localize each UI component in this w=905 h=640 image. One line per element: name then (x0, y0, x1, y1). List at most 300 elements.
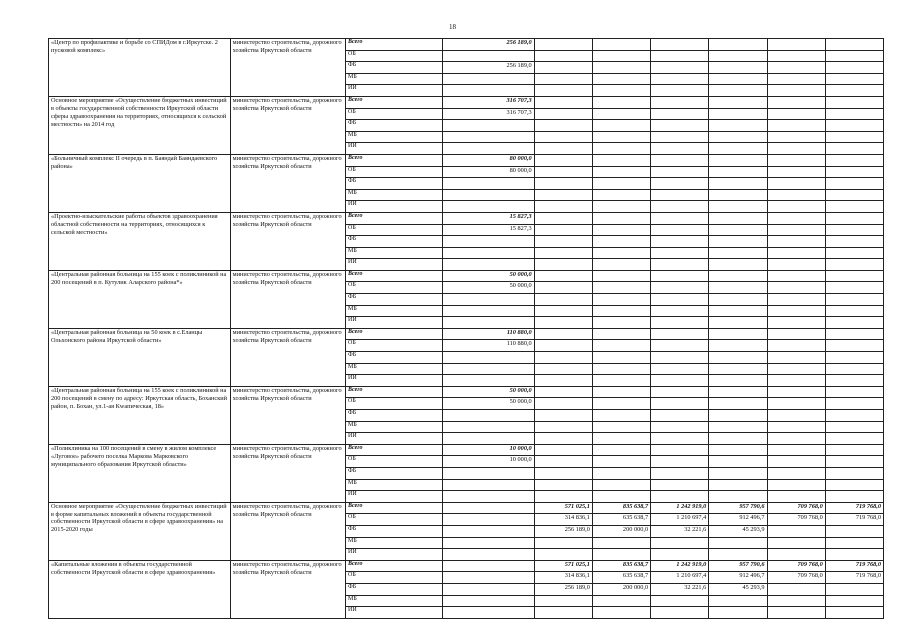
responsible-executor: министерство строительства, дорожного хозяйства Иркутской области (230, 270, 345, 328)
funding-source: ОБ (346, 514, 443, 526)
amount-cell (825, 456, 883, 468)
amount-cell (592, 131, 650, 143)
amount-cell (767, 96, 825, 108)
amount-cell (534, 62, 592, 74)
amount-cell (767, 154, 825, 166)
amount-cell (443, 120, 534, 132)
amount-cell (767, 39, 825, 51)
funding-source: ФБ (346, 525, 443, 537)
amount-cell (825, 166, 883, 178)
amount-cell (825, 410, 883, 422)
amount-cell (592, 85, 650, 97)
funding-source: ФБ (346, 352, 443, 364)
amount-cell (825, 178, 883, 190)
amount-cell (825, 96, 883, 108)
amount-cell (651, 85, 709, 97)
amount-cell (825, 143, 883, 155)
funding-source: ФБ (346, 583, 443, 595)
funding-source: Всего (346, 96, 443, 108)
amount-cell (709, 352, 767, 364)
amount-cell (709, 549, 767, 561)
responsible-executor: министерство строительства, дорожного хозяйства Иркутской области (230, 212, 345, 270)
amount-cell (825, 39, 883, 51)
amount-cell (709, 108, 767, 120)
amount-cell (443, 514, 534, 526)
amount-cell (709, 62, 767, 74)
amount-cell (825, 549, 883, 561)
amount-cell (767, 85, 825, 97)
amount-cell (651, 166, 709, 178)
amount-cell (534, 444, 592, 456)
amount-cell: 635 638,7 (592, 514, 650, 526)
amount-cell (651, 294, 709, 306)
amount-cell (592, 50, 650, 62)
amount-cell (767, 73, 825, 85)
amount-cell (709, 85, 767, 97)
amount-cell (534, 607, 592, 619)
activity-description: «Проектно-изыскательские работы объектов здравоохранения областной собственности на территориях, относящихся к сельской местности» (49, 212, 231, 270)
amount-cell (825, 131, 883, 143)
amount-cell (534, 433, 592, 445)
amount-cell (825, 73, 883, 85)
funding-source: Всего (346, 444, 443, 456)
amount-cell (534, 282, 592, 294)
amount-cell (443, 595, 534, 607)
amount-cell (592, 317, 650, 329)
amount-cell: 835 638,7 (592, 560, 650, 572)
amount-cell (592, 201, 650, 213)
activity-description: «Центральная районная больница на 155 коек с поликлиникой на 200 посещений в смену по адресу: Иркутская область, Боханский район, п. Бохан, ул.1-ая Кwaпическая, 18» (49, 386, 231, 444)
amount-cell (709, 259, 767, 271)
amount-cell (825, 294, 883, 306)
amount-cell: 15 827,3 (443, 212, 534, 224)
activity-description: «Центр по профилактике и борьбе со СПИДом в г.Иркутске. 2 пусковой комплекс» (49, 39, 231, 97)
amount-cell (592, 166, 650, 178)
amount-cell (767, 525, 825, 537)
amount-cell (767, 595, 825, 607)
amount-cell (767, 236, 825, 248)
amount-cell (825, 398, 883, 410)
amount-cell: 80 000,0 (443, 154, 534, 166)
funding-source: ИИ (346, 607, 443, 619)
amount-cell (767, 549, 825, 561)
amount-cell: 709 768,0 (767, 514, 825, 526)
amount-cell (443, 572, 534, 584)
funding-source: ИИ (346, 259, 443, 271)
amount-cell (709, 305, 767, 317)
amount-cell (534, 108, 592, 120)
amount-cell: 709 768,0 (767, 572, 825, 584)
amount-cell (592, 259, 650, 271)
amount-cell (651, 386, 709, 398)
amount-cell (534, 96, 592, 108)
amount-cell (534, 421, 592, 433)
amount-cell (592, 363, 650, 375)
amount-cell (709, 398, 767, 410)
amount-cell (443, 607, 534, 619)
amount-cell (825, 120, 883, 132)
amount-cell (534, 189, 592, 201)
amount-cell (592, 224, 650, 236)
amount-cell (592, 386, 650, 398)
amount-cell: 1 210 697,4 (651, 572, 709, 584)
amount-cell (443, 85, 534, 97)
amount-cell (825, 479, 883, 491)
funding-source: ИИ (346, 549, 443, 561)
amount-cell (592, 120, 650, 132)
amount-cell (534, 85, 592, 97)
amount-cell (534, 363, 592, 375)
amount-cell (534, 398, 592, 410)
amount-cell (443, 421, 534, 433)
table-row (49, 154, 884, 166)
amount-cell (592, 282, 650, 294)
amount-cell (709, 96, 767, 108)
amount-cell: 912 496,7 (709, 514, 767, 526)
amount-cell: 45 293,9 (709, 583, 767, 595)
amount-cell (534, 73, 592, 85)
amount-cell (825, 363, 883, 375)
funding-source: МБ (346, 479, 443, 491)
amount-cell (443, 583, 534, 595)
amount-cell (651, 120, 709, 132)
amount-cell (767, 108, 825, 120)
amount-cell (767, 340, 825, 352)
amount-cell (443, 73, 534, 85)
amount-cell (825, 375, 883, 387)
amount-cell (767, 456, 825, 468)
amount-cell (651, 352, 709, 364)
amount-cell (651, 491, 709, 503)
amount-cell (825, 607, 883, 619)
amount-cell: 316 707,3 (443, 96, 534, 108)
amount-cell (534, 386, 592, 398)
amount-cell: 912 496,7 (709, 572, 767, 584)
amount-cell (443, 375, 534, 387)
amount-cell (651, 270, 709, 282)
amount-cell (825, 259, 883, 271)
amount-cell (709, 212, 767, 224)
table-row (49, 502, 884, 514)
amount-cell (534, 294, 592, 306)
amount-cell: 256 189,0 (443, 39, 534, 51)
amount-cell (709, 375, 767, 387)
amount-cell (592, 154, 650, 166)
amount-cell (443, 247, 534, 259)
amount-cell (709, 421, 767, 433)
amount-cell (534, 595, 592, 607)
funding-source: Всего (346, 39, 443, 51)
amount-cell (709, 595, 767, 607)
funding-source: МБ (346, 421, 443, 433)
amount-cell (651, 595, 709, 607)
amount-cell (767, 166, 825, 178)
activity-description: «Центральная районная больница на 155 коек с поликлиникой на 200 посещений в п. Кутулик Аларского района*» (49, 270, 231, 328)
amount-cell: 200 000,0 (592, 525, 650, 537)
amount-cell (534, 178, 592, 190)
amount-cell (592, 305, 650, 317)
amount-cell (825, 352, 883, 364)
amount-cell (825, 340, 883, 352)
amount-cell (534, 352, 592, 364)
amount-cell (592, 537, 650, 549)
amount-cell (709, 479, 767, 491)
amount-cell (651, 456, 709, 468)
activity-description: Основное мероприятие «Осуществление бюджетных инвестиций в форме капитальных вложений в объекты государственной собственности Иркутской области в сфере здравоохранения» на 2015-2020 годы (49, 502, 231, 560)
amount-cell (767, 131, 825, 143)
amount-cell (651, 375, 709, 387)
amount-cell (534, 131, 592, 143)
table-row (49, 212, 884, 224)
funding-source: МБ (346, 73, 443, 85)
amount-cell: 314 836,1 (534, 514, 592, 526)
amount-cell: 10 000,0 (443, 444, 534, 456)
funding-source: МБ (346, 537, 443, 549)
amount-cell (651, 259, 709, 271)
amount-cell (825, 62, 883, 74)
amount-cell (534, 340, 592, 352)
amount-cell (825, 386, 883, 398)
funding-source: Всего (346, 154, 443, 166)
amount-cell: 256 189,0 (534, 583, 592, 595)
amount-cell (592, 96, 650, 108)
amount-cell (651, 96, 709, 108)
amount-cell (767, 433, 825, 445)
amount-cell: 719 768,0 (825, 502, 883, 514)
amount-cell (534, 201, 592, 213)
amount-cell: 316 707,3 (443, 108, 534, 120)
amount-cell (592, 143, 650, 155)
amount-cell: 1 242 919,0 (651, 560, 709, 572)
amount-cell: 50 000,0 (443, 282, 534, 294)
amount-cell (767, 479, 825, 491)
amount-cell (443, 305, 534, 317)
funding-source: ОБ (346, 572, 443, 584)
amount-cell (651, 39, 709, 51)
amount-cell: 200 000,0 (592, 583, 650, 595)
amount-cell (709, 131, 767, 143)
funding-source: МБ (346, 595, 443, 607)
page-number: 18 (449, 23, 456, 31)
amount-cell (767, 607, 825, 619)
amount-cell: 50 000,0 (443, 270, 534, 282)
amount-cell (767, 328, 825, 340)
amount-cell (825, 224, 883, 236)
amount-cell (651, 410, 709, 422)
amount-cell (443, 317, 534, 329)
amount-cell: 719 768,0 (825, 514, 883, 526)
amount-cell (651, 305, 709, 317)
amount-cell: 110 880,0 (443, 328, 534, 340)
amount-cell (534, 143, 592, 155)
amount-cell (709, 270, 767, 282)
amount-cell (651, 340, 709, 352)
funding-source: ФБ (346, 467, 443, 479)
amount-cell (709, 444, 767, 456)
amount-cell (825, 85, 883, 97)
amount-cell (825, 236, 883, 248)
amount-cell (709, 317, 767, 329)
budget-table (48, 38, 884, 619)
amount-cell (592, 73, 650, 85)
funding-source: Всего (346, 502, 443, 514)
funding-source: ОБ (346, 224, 443, 236)
amount-cell (534, 410, 592, 422)
amount-cell (709, 410, 767, 422)
amount-cell (443, 525, 534, 537)
amount-cell (651, 224, 709, 236)
amount-cell (709, 120, 767, 132)
funding-source: ИИ (346, 491, 443, 503)
amount-cell (443, 50, 534, 62)
amount-cell (825, 282, 883, 294)
amount-cell (709, 224, 767, 236)
amount-cell (592, 398, 650, 410)
amount-cell (767, 50, 825, 62)
responsible-executor: министерство строительства, дорожного хозяйства Иркутской области (230, 502, 345, 560)
amount-cell (592, 189, 650, 201)
amount-cell (592, 595, 650, 607)
amount-cell (825, 583, 883, 595)
amount-cell (709, 467, 767, 479)
amount-cell: 1 242 919,0 (651, 502, 709, 514)
funding-source: ФБ (346, 294, 443, 306)
amount-cell (709, 166, 767, 178)
amount-cell (709, 143, 767, 155)
amount-cell (651, 549, 709, 561)
amount-cell (443, 189, 534, 201)
amount-cell (443, 560, 534, 572)
amount-cell (443, 178, 534, 190)
activity-description: «Капитальные вложения в объекты государственной собственности Иркутской области в сфере здравоохранения» (49, 560, 231, 618)
amount-cell (534, 491, 592, 503)
amount-cell (767, 282, 825, 294)
amount-cell (651, 212, 709, 224)
amount-cell (443, 410, 534, 422)
amount-cell (825, 305, 883, 317)
amount-cell (709, 247, 767, 259)
funding-source: МБ (346, 247, 443, 259)
amount-cell: 835 638,7 (592, 502, 650, 514)
table-row (49, 270, 884, 282)
amount-cell (767, 120, 825, 132)
amount-cell: 10 000,0 (443, 456, 534, 468)
amount-cell (651, 143, 709, 155)
amount-cell (443, 143, 534, 155)
amount-cell (651, 178, 709, 190)
amount-cell: 709 768,0 (767, 560, 825, 572)
amount-cell (767, 178, 825, 190)
funding-source: ОБ (346, 456, 443, 468)
amount-cell (443, 491, 534, 503)
amount-cell: 314 836,1 (534, 572, 592, 584)
amount-cell: 32 221,6 (651, 583, 709, 595)
activity-description: «Центральная районная больница на 50 коек в с.Еланцы Ольхонского района Иркутской области» (49, 328, 231, 386)
amount-cell (592, 444, 650, 456)
amount-cell (534, 166, 592, 178)
amount-cell (651, 363, 709, 375)
amount-cell (767, 352, 825, 364)
amount-cell (534, 317, 592, 329)
amount-cell: 571 025,1 (534, 560, 592, 572)
amount-cell (592, 328, 650, 340)
responsible-executor: министерство строительства, дорожного хозяйства Иркутской области (230, 560, 345, 618)
amount-cell (767, 189, 825, 201)
amount-cell (767, 583, 825, 595)
table-row (49, 96, 884, 108)
funding-source: ОБ (346, 166, 443, 178)
amount-cell (825, 108, 883, 120)
amount-cell (825, 467, 883, 479)
amount-cell (534, 212, 592, 224)
amount-cell (709, 340, 767, 352)
funding-source: ФБ (346, 62, 443, 74)
funding-source: МБ (346, 305, 443, 317)
amount-cell (534, 328, 592, 340)
amount-cell (443, 131, 534, 143)
table-row (49, 560, 884, 572)
amount-cell (709, 236, 767, 248)
amount-cell (651, 247, 709, 259)
funding-source: ОБ (346, 282, 443, 294)
amount-cell (651, 201, 709, 213)
amount-cell: 635 638,7 (592, 572, 650, 584)
amount-cell (592, 549, 650, 561)
responsible-executor: министерство строительства, дорожного хозяйства Иркутской области (230, 154, 345, 212)
funding-source: МБ (346, 189, 443, 201)
funding-source: ИИ (346, 317, 443, 329)
amount-cell (651, 189, 709, 201)
amount-cell: 719 768,0 (825, 560, 883, 572)
amount-cell (709, 491, 767, 503)
amount-cell (825, 537, 883, 549)
amount-cell (709, 39, 767, 51)
funding-source: МБ (346, 363, 443, 375)
amount-cell (767, 537, 825, 549)
amount-cell: 1 210 697,4 (651, 514, 709, 526)
amount-cell (709, 433, 767, 445)
amount-cell (443, 294, 534, 306)
amount-cell (443, 201, 534, 213)
amount-cell (592, 270, 650, 282)
table-row (49, 39, 884, 51)
funding-source: ИИ (346, 143, 443, 155)
amount-cell (592, 433, 650, 445)
amount-cell (767, 270, 825, 282)
amount-cell (592, 294, 650, 306)
amount-cell (534, 549, 592, 561)
amount-cell (825, 421, 883, 433)
amount-cell (651, 108, 709, 120)
amount-cell (443, 467, 534, 479)
amount-cell (534, 479, 592, 491)
amount-cell (825, 189, 883, 201)
amount-cell: 719 768,0 (825, 572, 883, 584)
amount-cell (534, 50, 592, 62)
amount-cell (825, 270, 883, 282)
amount-cell (767, 317, 825, 329)
amount-cell (443, 537, 534, 549)
funding-source: ФБ (346, 120, 443, 132)
table-row (49, 328, 884, 340)
amount-cell (534, 224, 592, 236)
amount-cell (592, 479, 650, 491)
funding-source: ИИ (346, 375, 443, 387)
activity-description: «Больничный комплекс II очередь в п. Баяндай Баяндаевского района» (49, 154, 231, 212)
amount-cell (443, 352, 534, 364)
funding-source: Всего (346, 386, 443, 398)
responsible-executor: министерство строительства, дорожного хозяйства Иркутской области (230, 386, 345, 444)
